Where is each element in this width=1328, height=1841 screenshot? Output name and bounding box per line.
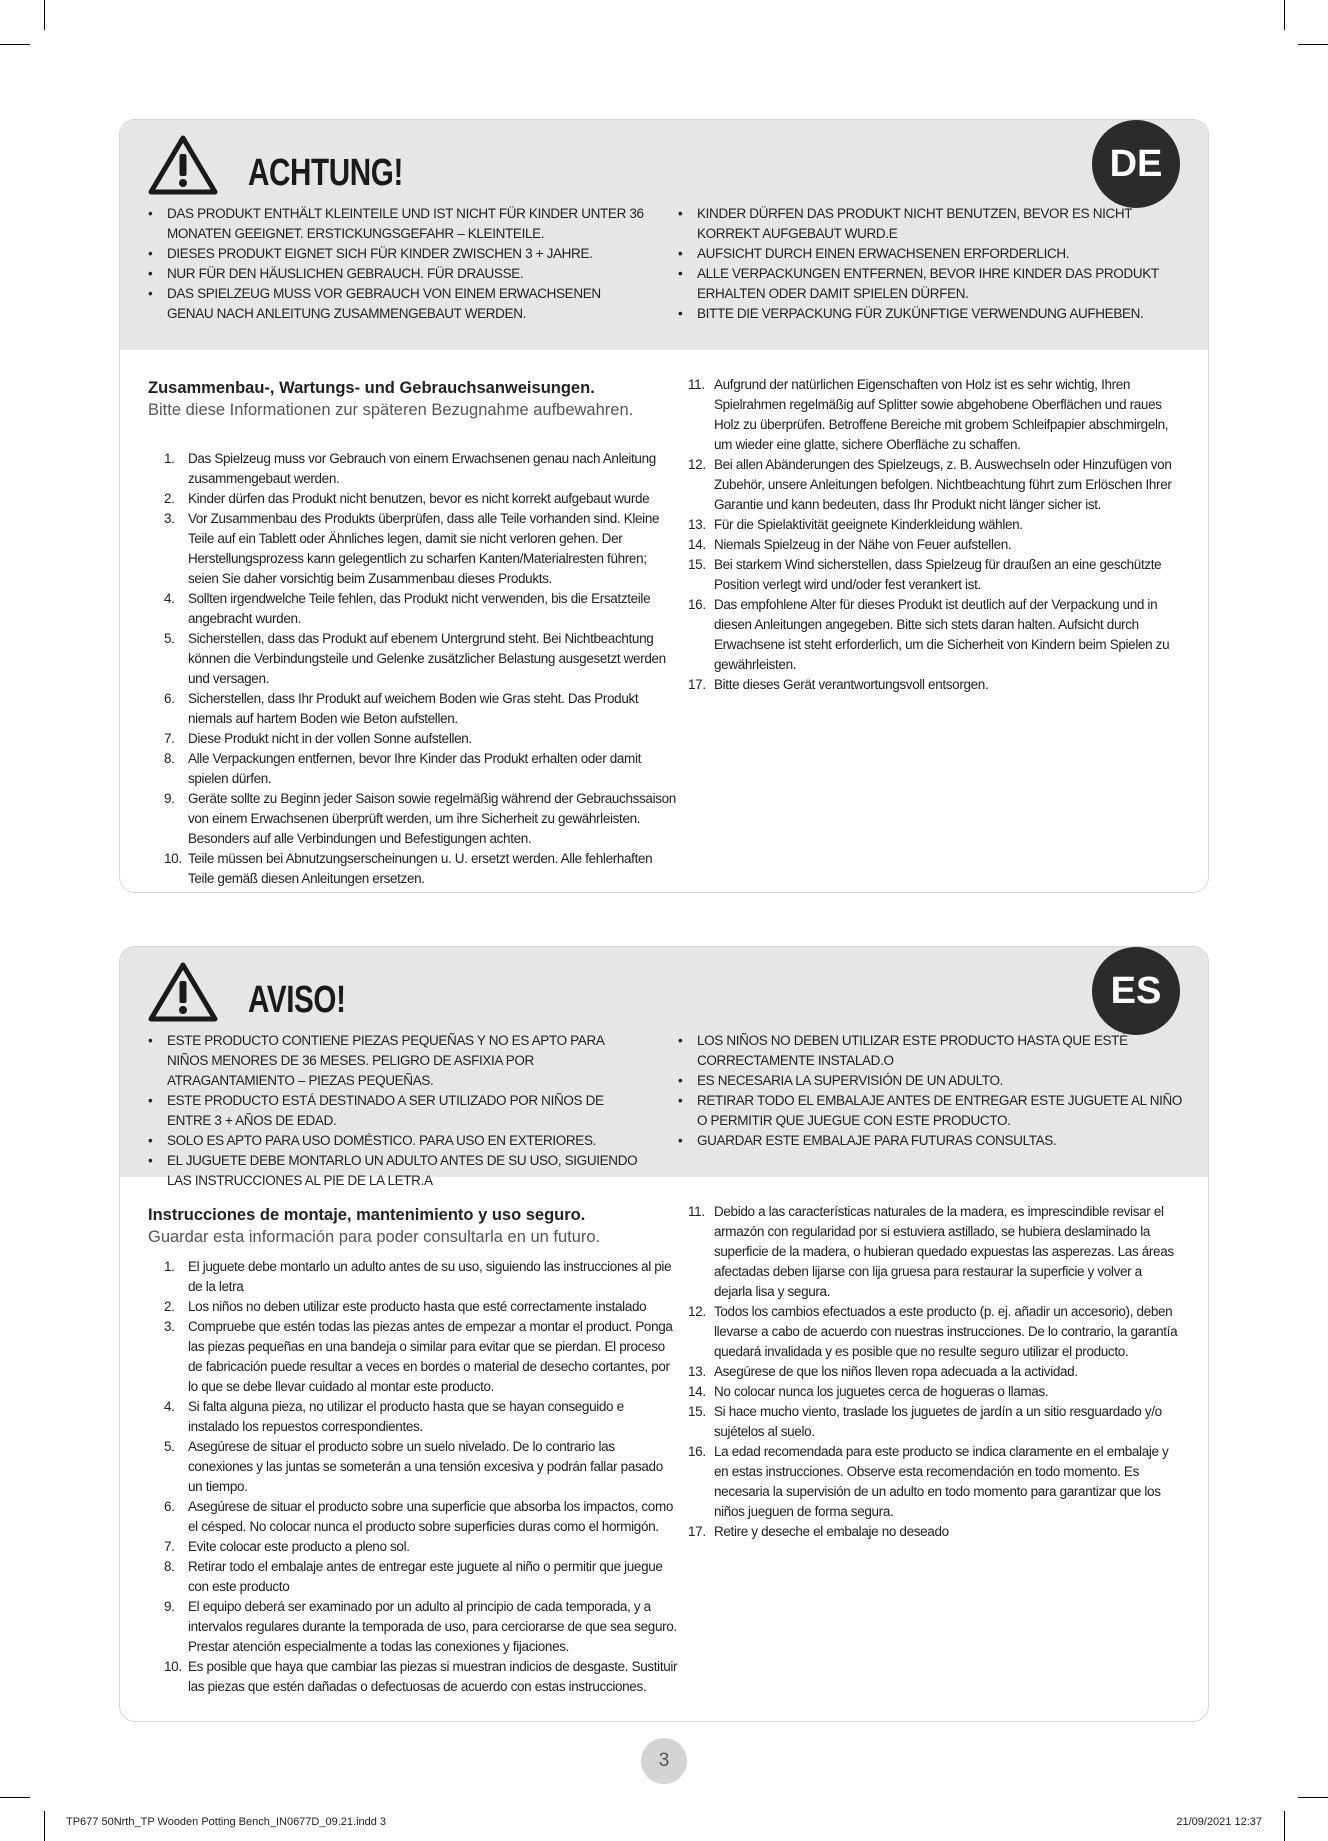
crop-mark	[1298, 1797, 1328, 1798]
warning-item: • SOLO ES APTO PARA USO DOMÉSTICO. PARA USO EN EXTERIORES.	[148, 1131, 648, 1151]
instruction-item	[688, 1382, 1178, 1402]
item-number: 4.	[164, 591, 175, 606]
item-text: Es posible que haya que cambiar las piezas si muestran indicios de desgaste. Sustituir las piezas que estén dañadas o defectuosas de acuerdo con estas instrucciones.	[188, 1659, 678, 1694]
item-number: 6.	[164, 691, 175, 706]
item-number: 10.	[164, 1659, 182, 1674]
instructions-header	[148, 377, 658, 421]
item-number: 11.	[688, 377, 705, 392]
item-text: El equipo deberá ser examinado por un adulto al principio de cada temporada, y a intervalos regulares durante la temporada de uso, para cerciorarse de que sea seguro. Prestar atención especialmente a todas las conexiones y fijaciones.	[188, 1599, 677, 1654]
warning-item: • KINDER DÜRFEN DAS PRODUKT NICHT BENUTZEN, BEVOR ES NICHT KORREKT AUFGEBAUT WURD.E	[678, 204, 1188, 244]
instruction-item	[148, 629, 678, 689]
item-number: 17.	[688, 677, 706, 692]
warning-item: • AUFSICHT DURCH EINEN ERWACHSENEN ERFORDERLICH.	[678, 244, 1188, 264]
warning-item: • NUR FÜR DEN HÄUSLICHEN GEBRAUCH. FÜR DRAUSSE.	[148, 264, 648, 284]
item-text: Bei starkem Wind sicherstellen, dass Spielzeug für draußen an eine geschützte Position verlegt wird und/oder fest verankert ist.	[714, 557, 1162, 592]
item-number: 16.	[688, 597, 706, 612]
warning-title: ACHTUNG!	[248, 152, 403, 194]
instructions-title: Zusammenbau-, Wartungs- und Gebrauchsanweisungen.	[148, 379, 595, 397]
item-number: 14.	[688, 537, 706, 552]
item-number: 9.	[164, 791, 175, 806]
item-text: Asegúrese de situar el producto sobre una superficie que absorba los impactos, como el césped. No colocar nunca el producto sobre superficies duras como el hormigón.	[188, 1499, 673, 1534]
instruction-item	[148, 1497, 678, 1537]
item-number: 14.	[688, 1384, 706, 1399]
item-number: 6.	[164, 1499, 175, 1514]
instruction-item	[688, 1202, 1178, 1302]
warning-item: • ESTE PRODUCTO CONTIENE PIEZAS PEQUEÑAS Y NO ES APTO PARA NIÑOS MENORES DE 36 MESES. PELIGRO DE ASFIXIA POR ATRAGANTAMIENTO – PIEZAS PEQUEÑAS.	[148, 1031, 648, 1091]
warning-item: • RETIRAR TODO EL EMBALAJE ANTES DE ENTREGAR ESTE JUGUETE AL NIÑO O PERMITIR QUE JUEGUE CON ESTE PRODUCTO.	[678, 1091, 1188, 1131]
warning-item: • DAS SPIELZEUG MUSS VOR GEBRAUCH VON EINEM ERWACHSENEN GENAU NACH ANLEITUNG ZUSAMMENGEBAUT WERDEN.	[148, 284, 648, 324]
item-text: Geräte sollte zu Beginn jeder Saison sowie regelmäßig während der Gebrauchssaison von einem Erwachsenen überprüft werden, um ihre Sicherheit zu gewährleisten. Besonders auf alle Verbindungen und Befestigungen achten.	[188, 791, 676, 846]
crop-mark	[44, 0, 45, 30]
instruction-item	[688, 375, 1178, 455]
item-text: Bei allen Abänderungen des Spielzeugs, z. B. Auswechseln oder Hinzufügen von Zubehör, unsere Anleitungen befolgen. Nichtbeachtung führt zum Erlöschen Ihrer Garantie und kann bedeuten, dass Ihr Produkt nicht länger sicher ist.	[714, 457, 1172, 512]
instruction-item	[148, 449, 678, 489]
language-badge: DE	[1092, 120, 1180, 208]
instruction-item	[148, 1297, 678, 1317]
instruction-item	[688, 535, 1178, 555]
instruction-item	[688, 515, 1178, 535]
footer-date: 21/09/2021 12:37	[1176, 1816, 1262, 1828]
warning-list	[678, 1031, 1188, 1151]
item-number: 13.	[688, 1364, 706, 1379]
item-text: Retire y deseche el embalaje no deseado	[714, 1524, 949, 1539]
warning-item: • GUARDAR ESTE EMBALAJE PARA FUTURAS CONSULTAS.	[678, 1131, 1188, 1151]
item-number: 12.	[688, 1304, 706, 1319]
item-number: 7.	[164, 731, 175, 746]
warning-triangle-icon	[148, 961, 218, 1023]
instruction-item	[148, 1537, 678, 1557]
item-text: Teile müssen bei Abnutzungserscheinungen u. U. ersetzt werden. Alle fehlerhaften Teile gemäß diesen Anleitungen ersetzen.	[188, 851, 653, 886]
item-text: El juguete debe montarlo un adulto antes de su uso, siguiendo las instrucciones al pie de la letra	[188, 1259, 672, 1294]
warning-box	[120, 120, 1208, 350]
item-number: 12.	[688, 457, 706, 472]
page-number: 3	[641, 1738, 687, 1784]
item-text: La edad recomendada para este producto se indica claramente en el embalaje y en estas instrucciones. Observe esta recomendación en todo momento. Es necesaria la supervisión de un adulto en todo momento para garantizar que los niños jueguen de forma segura.	[714, 1444, 1169, 1519]
item-number: 5.	[164, 631, 175, 646]
instruction-item	[688, 455, 1178, 515]
instructions-header	[148, 1204, 658, 1248]
section-de	[119, 119, 1209, 893]
warning-box	[120, 947, 1208, 1188]
item-text: Asegúrese de situar el producto sobre un suelo nivelado. De lo contrario las conexiones y las juntas se someterán a una tensión excesiva y podrán fallar pasado un tiempo.	[188, 1439, 663, 1494]
item-text: Retirar todo el embalaje antes de entregar este juguete al niño o permitir que juegue con este producto	[188, 1559, 663, 1594]
item-number: 4.	[164, 1399, 175, 1414]
item-number: 15.	[688, 1404, 706, 1419]
warning-list	[678, 204, 1188, 324]
item-number: 1.	[164, 451, 175, 466]
instruction-item	[688, 1442, 1178, 1522]
instruction-item	[148, 849, 678, 889]
item-number: 15.	[688, 557, 706, 572]
item-text: Das Spielzeug muss vor Gebrauch von einem Erwachsenen genau nach Anleitung zusammengebaut werden.	[188, 451, 656, 486]
instructions-subtitle: Guardar esta información para poder consultarla en un futuro.	[148, 1228, 601, 1246]
crop-mark	[0, 44, 30, 45]
item-number: 11.	[688, 1204, 705, 1219]
warning-item: • ESTE PRODUCTO ESTÁ DESTINADO A SER UTILIZADO POR NIÑOS DE ENTRE 3 + AÑOS DE EDAD.	[148, 1091, 648, 1131]
item-text: Aufgrund der natürlichen Eigenschaften von Holz ist es sehr wichtig, Ihren Spielrahmen regelmäßig auf Splitter sowie abgehobene Oberflächen und raues Holz zu überprüfen. Betroffene Bereiche mit grobem Schleifpapier abschmirgeln, um wieder eine glatte, sichere Oberfläche zu schaffen.	[714, 377, 1169, 452]
item-text: Diese Produkt nicht in der vollen Sonne aufstellen.	[188, 731, 472, 746]
instructions-title: Instrucciones de montaje, mantenimiento y uso seguro.	[148, 1206, 586, 1224]
item-text: Sollten irgendwelche Teile fehlen, das Produkt nicht verwenden, bis die Ersatzteile angebracht wurden.	[188, 591, 651, 626]
instructions-list	[148, 449, 678, 889]
item-text: Si falta alguna pieza, no utilizar el producto hasta que se hayan conseguido e instalado los repuestos correspondientes.	[188, 1399, 624, 1434]
crop-mark	[1284, 1811, 1285, 1841]
section-es	[119, 946, 1209, 1722]
instruction-item	[148, 1557, 678, 1597]
warning-item: • BITTE DIE VERPACKUNG FÜR ZUKÜNFTIGE VERWENDUNG AUFHEBEN.	[678, 304, 1188, 324]
item-number: 9.	[164, 1599, 175, 1614]
warning-item: • DAS PRODUKT ENTHÄLT KLEINTEILE UND IST NICHT FÜR KINDER UNTER 36 MONATEN GEEIGNET. ERSTICKUNGSGEFAHR – KLEINTEILE.	[148, 204, 648, 244]
item-text: Si hace mucho viento, traslade los juguetes de jardín a un sitio resguardado y/o sujételos al suelo.	[714, 1404, 1162, 1439]
footer-filename: TP677 50Nrth_TP Wooden Potting Bench_IN0677D_09.21.indd 3	[66, 1816, 387, 1828]
item-number: 10.	[164, 851, 182, 866]
instruction-item	[148, 689, 678, 729]
item-number: 7.	[164, 1539, 175, 1554]
instruction-item	[148, 589, 678, 629]
item-text: Los niños no deben utilizar este producto hasta que esté correctamente instalado	[188, 1299, 647, 1314]
item-number: 3.	[164, 511, 175, 526]
item-text: No colocar nunca los juguetes cerca de hogueras o llamas.	[714, 1384, 1049, 1399]
instructions-subtitle: Bitte diese Informationen zur späteren Bezugnahme aufbewahren.	[148, 401, 634, 419]
item-text: Für die Spielaktivität geeignete Kinderkleidung wählen.	[714, 517, 1023, 532]
item-number: 8.	[164, 1559, 175, 1574]
instruction-item	[688, 675, 1178, 695]
crop-mark	[44, 1811, 45, 1841]
item-number: 1.	[164, 1259, 175, 1274]
warning-item: • LOS NIÑOS NO DEBEN UTILIZAR ESTE PRODUCTO HASTA QUE ESTÉ CORRECTAMENTE INSTALAD.O	[678, 1031, 1188, 1071]
item-text: Sicherstellen, dass Ihr Produkt auf weichem Boden wie Gras steht. Das Produkt niemals auf hartem Boden wie Beton aufstellen.	[188, 691, 639, 726]
item-text: Compruebe que estén todas las piezas antes de empezar a montar el product. Ponga las piezas pequeñas en una bandeja o similar para evitar que se pierdan. El proceso de fabricación puede resultar a veces en bordes o material de desecho cortantes, por lo que se debe llevar cuidado al montar este producto.	[188, 1319, 673, 1394]
instruction-item	[148, 489, 678, 509]
item-text: Kinder dürfen das Produkt nicht benutzen, bevor es nicht korrekt aufgebaut wurde	[188, 491, 650, 506]
item-text: Bitte dieses Gerät verantwortungsvoll entsorgen.	[714, 677, 989, 692]
instruction-item	[148, 789, 678, 849]
language-badge: ES	[1092, 947, 1180, 1035]
warning-title: AVISO!	[248, 979, 346, 1021]
instruction-item	[148, 729, 678, 749]
warning-item: • ES NECESARIA LA SUPERVISIÓN DE UN ADULTO.	[678, 1071, 1188, 1091]
warning-triangle-icon	[148, 134, 218, 196]
warning-list	[148, 1031, 648, 1191]
item-text: Alle Verpackungen entfernen, bevor Ihre Kinder das Produkt erhalten oder damit spielen dürfen.	[188, 751, 641, 786]
instruction-item	[148, 1257, 678, 1297]
warning-item: • EL JUGUETE DEBE MONTARLO UN ADULTO ANTES DE SU USO, SIGUIENDO LAS INSTRUCCIONES AL PIE DE LA LETR.A	[148, 1151, 648, 1191]
instruction-item	[688, 555, 1178, 595]
warning-list	[148, 204, 648, 324]
instruction-item	[148, 1317, 678, 1397]
instruction-item	[688, 1402, 1178, 1442]
instruction-item	[148, 1397, 678, 1437]
instruction-item	[148, 1437, 678, 1497]
item-text: Sicherstellen, dass das Produkt auf ebenem Untergrund steht. Bei Nichtbeachtung können die Verbindungsteile und Gelenke zusätzlicher Belastung ausgesetzt werden und versagen.	[188, 631, 666, 686]
item-number: 2.	[164, 491, 175, 506]
item-text: Asegúrese de que los niños lleven ropa adecuada a la actividad.	[714, 1364, 1078, 1379]
crop-mark	[0, 1797, 30, 1798]
item-text: Evite colocar este producto a pleno sol.	[188, 1539, 410, 1554]
instruction-item	[148, 1657, 678, 1697]
item-number: 3.	[164, 1319, 175, 1334]
item-text: Debido a las características naturales de la madera, es imprescindible revisar el armazón con regularidad por si estuviera astillado, se hubiera deslaminado la superficie de la madera, o hubieran quedado expuestas las asperezas. Las áreas afectadas deben lijarse con lija gruesa para restaurar la superficie y volver a dejarla lisa y segura.	[714, 1204, 1174, 1299]
warning-item: • ALLE VERPACKUNGEN ENTFERNEN, BEVOR IHRE KINDER DAS PRODUKT ERHALTEN ODER DAMIT SPIELEN DÜRFEN.	[678, 264, 1188, 304]
instruction-item	[688, 1522, 1178, 1542]
crop-mark	[1284, 0, 1285, 30]
item-number: 17.	[688, 1524, 706, 1539]
instruction-item	[148, 509, 678, 589]
item-number: 8.	[164, 751, 175, 766]
item-number: 16.	[688, 1444, 706, 1459]
instructions-list	[688, 1202, 1178, 1542]
instruction-item	[688, 1362, 1178, 1382]
crop-mark	[1298, 44, 1328, 45]
item-text: Niemals Spielzeug in der Nähe von Feuer aufstellen.	[714, 537, 1012, 552]
instructions-list	[148, 1257, 678, 1697]
item-text: Vor Zusammenbau des Produkts überprüfen, dass alle Teile vorhanden sind. Kleine Teile auf ein Tablett oder Ähnliches legen, damit sie nicht verloren gehen. Der Herstellungsprozess kann gelegentlich zu scharfen Kanten/Materialresten führen; seien Sie daher vorsichtig beim Zusammenbau dieses Produkts.	[188, 511, 660, 586]
instruction-item	[688, 595, 1178, 675]
item-number: 2.	[164, 1299, 175, 1314]
item-text: Todos los cambios efectuados a este producto (p. ej. añadir un accesorio), deben llevarse a cabo de acuerdo con nuestras instrucciones. De lo contrario, la garantía quedará invalidada y es posible que no resulte seguro utilizar el producto.	[714, 1304, 1178, 1359]
instruction-item	[148, 1597, 678, 1657]
instruction-item	[688, 1302, 1178, 1362]
item-number: 13.	[688, 517, 706, 532]
warning-item: • DIESES PRODUKT EIGNET SICH FÜR KINDER ZWISCHEN 3 + JAHRE.	[148, 244, 648, 264]
instructions-list	[688, 375, 1178, 695]
item-text: Das empfohlene Alter für dieses Produkt ist deutlich auf der Verpackung und in diesen Anleitungen angegeben. Bitte sich stets daran halten. Aufsicht durch Erwachsene ist steht erforderlich, um die Sicherheit von Kindern beim Spielen zu gewährleisten.	[714, 597, 1170, 672]
item-number: 5.	[164, 1439, 175, 1454]
instruction-item	[148, 749, 678, 789]
